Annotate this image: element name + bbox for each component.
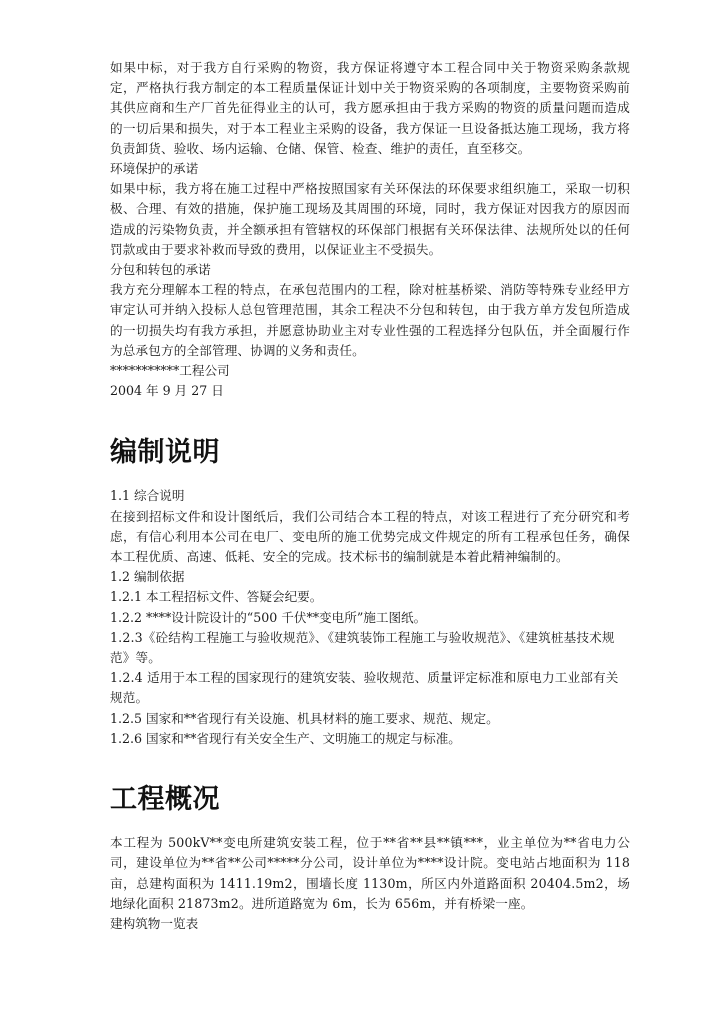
section-1-1-title: 1.1 综合说明 — [110, 488, 185, 504]
document-page — [110, 58, 630, 934]
environment-paragraph: 如果中标，我方将在施工过程中严格按照国家有关环保法的环保要求组织施工，采取一切积极、合理、有效的措施，保护施工现场及其周围的环境，同时，我方保证对因我方的原因而造成的污染物负责，并全额承担有管辖权的环保部门根据有关环保法律、法规所处以的任何罚款或由于要求补救而导致的费用，以保证业主不受损失。 — [110, 181, 630, 257]
basis-item-2: 1.2.2 ****设计院设计的“500 千伏**变电所”施工图纸。 — [110, 609, 427, 625]
environment-commitment-title: 环境保护的承诺 — [110, 161, 199, 177]
signature-date: 2004 年 9 月 27 日 — [110, 383, 224, 399]
basis-item-3: 1.2.3《砼结构工程施工与验收规范》、《建筑装饰工程施工与验收规范》、《建筑桩基技术规范》等。 — [110, 629, 615, 666]
general-description-paragraph: 在接到招标文件和设计图纸后，我们公司结合本工程的特点，对该工程进行了充分研究和考虑，有信心利用本公司在电厂、变电所的施工优势完成文件规定的所有工程承包任务，确保本工程优质、高速、低耗、安全的完成。技术标书的编制就是本着此精神编制的。 — [110, 508, 630, 565]
basis-item-5: 1.2.5 国家和**省现行有关设施、机具材料的施工要求、规范、规定。 — [110, 710, 499, 726]
compilation-notes-heading: 编制说明 — [110, 437, 220, 469]
procurement-paragraph: 如果中标，对于我方自行采购的物资，我方保证将遵守本工程合同中关于物资采购条款规定，严格执行我方制定的本工程质量保证计划中关于物资采购的各项制度，主要物资采购前其供应商和生产厂首先征得业主的认可，我方愿承担由于我方采购的物资的质量问题而造成的一切后果和损失，对于本工程业主采购的设备，我方保证一旦设备抵达施工现场，我方将负责卸货、验收、场内运输、仓储、保管、检查、维护的责任，直至移交。 — [110, 60, 630, 156]
basis-item-4: 1.2.4 适用于本工程的国家现行的建筑安装、验收规范、质量评定标准和原电力工业部有关规范。 — [110, 670, 619, 706]
subcontract-commitment-title: 分包和转包的承诺 — [110, 262, 211, 278]
basis-item-6: 1.2.6 国家和**省现行有关安全生产、文明施工的规定与标准。 — [110, 730, 461, 746]
company-signature: ***********工程公司 — [110, 363, 230, 379]
subcontract-paragraph: 我方充分理解本工程的特点，在承包范围内的工程，除对桩基桥梁、消防等特殊专业经甲方审定认可并纳入投标人总包管理范围，其余工程决不分包和转包，由于我方单方发包所造成的一切损失均有我方承担，并愿意协助业主对专业性强的工程选择分包队伍，并全面履行作为总承包方的全部管理、协调的义务和责任。 — [110, 282, 630, 358]
project-overview-heading: 工程概况 — [110, 784, 220, 816]
building-list-title: 建构筑物一览表 — [110, 915, 199, 931]
section-1-2-title: 1.2 编制依据 — [110, 569, 185, 585]
basis-item-1: 1.2.1 本工程招标文件、答疑会纪要。 — [110, 589, 323, 605]
overview-paragraph: 本工程为 500kV**变电所建筑安装工程，位于**省**县**镇***，业主单位为**省电力公司，建设单位为**省**公司*****分公司，设计单位为****设计院。变电站占地面积为 118 亩，总建构面积为 1411.19m2，围墙长度 1130m，所区内外道路面积 20404.5m2，场地绿化面积 21873m2。进所道路宽为 6m，长为 656m，并有桥梁一座。 — [110, 835, 630, 911]
